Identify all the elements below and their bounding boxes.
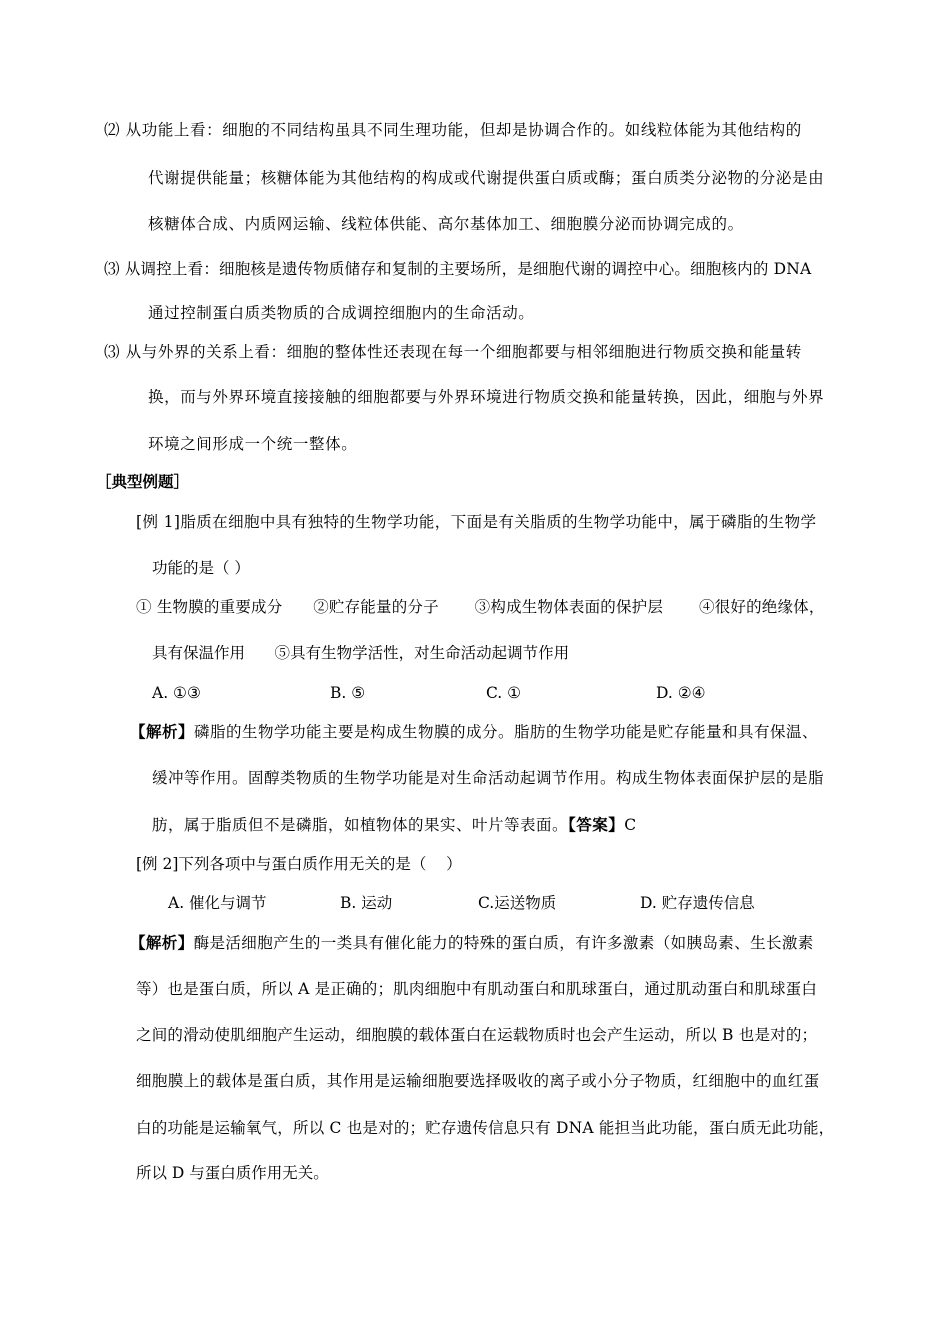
example2-analysis-line-6: 所以 D 与蛋白质作用无关。 — [136, 1164, 329, 1182]
example1-answer-label: 【答案】 — [568, 815, 625, 834]
example1-analysis-line-1 — [130, 722, 818, 742]
example2-option-d: D. 贮存遗传信息 — [640, 894, 755, 912]
example1-option-d: D. ②④ — [656, 684, 706, 702]
example1-question-line-1: [例 1]脂质在细胞中具有独特的生物学功能，下面是有关脂质的生物学功能中，属于磷脂的生物学 — [136, 513, 817, 531]
example2-option-b: B. 运动 — [340, 894, 393, 912]
example2-analysis-line-1 — [130, 933, 814, 953]
example1-analysis-text-1: 磷脂的生物学功能主要是构成生物膜的成分。脂肪的生物学功能是贮存能量和具有保温、 — [194, 723, 819, 741]
paragraph-environment-line-2: 换，而与外界环境直接接触的细胞都要与外界环境进行物质交换和能量转换，因此，细胞与外界 — [148, 388, 825, 406]
paragraph-function-line-3: 核糖体合成、内质网运输、线粒体供能、高尔基体加工、细胞膜分泌而协调完成的。 — [148, 215, 744, 233]
example1-analysis-label: 【解析】 — [130, 722, 195, 741]
paragraph-environment-line-3: 环境之间形成一个统一整体。 — [148, 435, 358, 453]
examples-heading: ［典型例题］ — [96, 472, 190, 491]
example1-analysis-text-3: 肪，属于脂质但不是磷脂，如植物体的果实、叶片等表面。 — [152, 816, 569, 834]
example2-analysis-line-4: 细胞膜上的载体是蛋白质，其作用是运输细胞要选择吸收的离子或小分子物质，红细胞中的血红蛋 — [136, 1072, 820, 1090]
example2-option-c: C.运送物质 — [478, 894, 557, 912]
paragraph-function-line-1: ⑵ 从功能上看：细胞的不同结构虽具不同生理功能，但却是协调合作的。如线粒体能为其他结构的 — [104, 121, 802, 139]
example1-analysis-line-2: 缓冲等作用。固醇类物质的生物学功能是对生命活动起调节作用。构成生物体表面保护层的是脂 — [152, 769, 825, 787]
example1-items-line-2: 具有保温作用 ⑤具有生物学活性，对生命活动起调节作用 — [152, 644, 570, 662]
example2-analysis-line-3: 之间的滑动使肌细胞产生运动，细胞膜的载体蛋白在运载物质时也会产生运动，所以 B 也是对的； — [136, 1026, 818, 1044]
example2-question-line-1: [例 2]下列各项中与蛋白质作用无关的是（ ） — [136, 855, 462, 873]
example1-answer: C — [624, 816, 637, 834]
paragraph-environment-line-1: ⑶ 从与外界的关系上看：细胞的整体性还表现在每一个细胞都要与相邻细胞进行物质交换和能量转 — [104, 343, 802, 361]
example1-analysis-line-3 — [152, 815, 637, 835]
paragraph-regulation-line-1: ⑶ 从调控上看：细胞核是遗传物质储存和复制的主要场所，是细胞代谢的调控中心。细胞核内的 DNA — [104, 260, 812, 278]
example1-question-line-2: 功能的是（ ） — [152, 559, 250, 577]
example1-option-b: B. ⑤ — [330, 684, 366, 702]
example2-analysis-label: 【解析】 — [130, 933, 194, 952]
example2-analysis-line-2: 等）也是蛋白质，所以 A 是正确的；肌肉细胞中有肌动蛋白和肌球蛋白，通过肌动蛋白和肌球蛋白 — [136, 980, 818, 998]
example1-items-line-1: ① 生物膜的重要成分 ②贮存能量的分子 ③构成生物体表面的保护层 ④很好的绝缘体， — [136, 598, 825, 616]
example2-analysis-text-1: 酶是活细胞产生的一类具有催化能力的特殊的蛋白质，有许多激素（如胰岛素、生长激素 — [193, 934, 814, 952]
example1-option-a: A. ①③ — [152, 684, 201, 702]
example1-option-c: C. ① — [486, 684, 522, 702]
example2-option-a: A. 催化与调节 — [168, 894, 267, 912]
paragraph-regulation-line-2: 通过控制蛋白质类物质的合成调控细胞内的生命活动。 — [148, 304, 535, 322]
paragraph-function-line-2: 代谢提供能量；核糖体能为其他结构的构成或代谢提供蛋白质或酶；蛋白质类分泌物的分泌是由 — [148, 169, 825, 187]
example2-analysis-line-5: 白的功能是运输氧气，所以 C 也是对的；贮存遗传信息只有 DNA 能担当此功能，蛋白质无此功能， — [136, 1119, 835, 1137]
